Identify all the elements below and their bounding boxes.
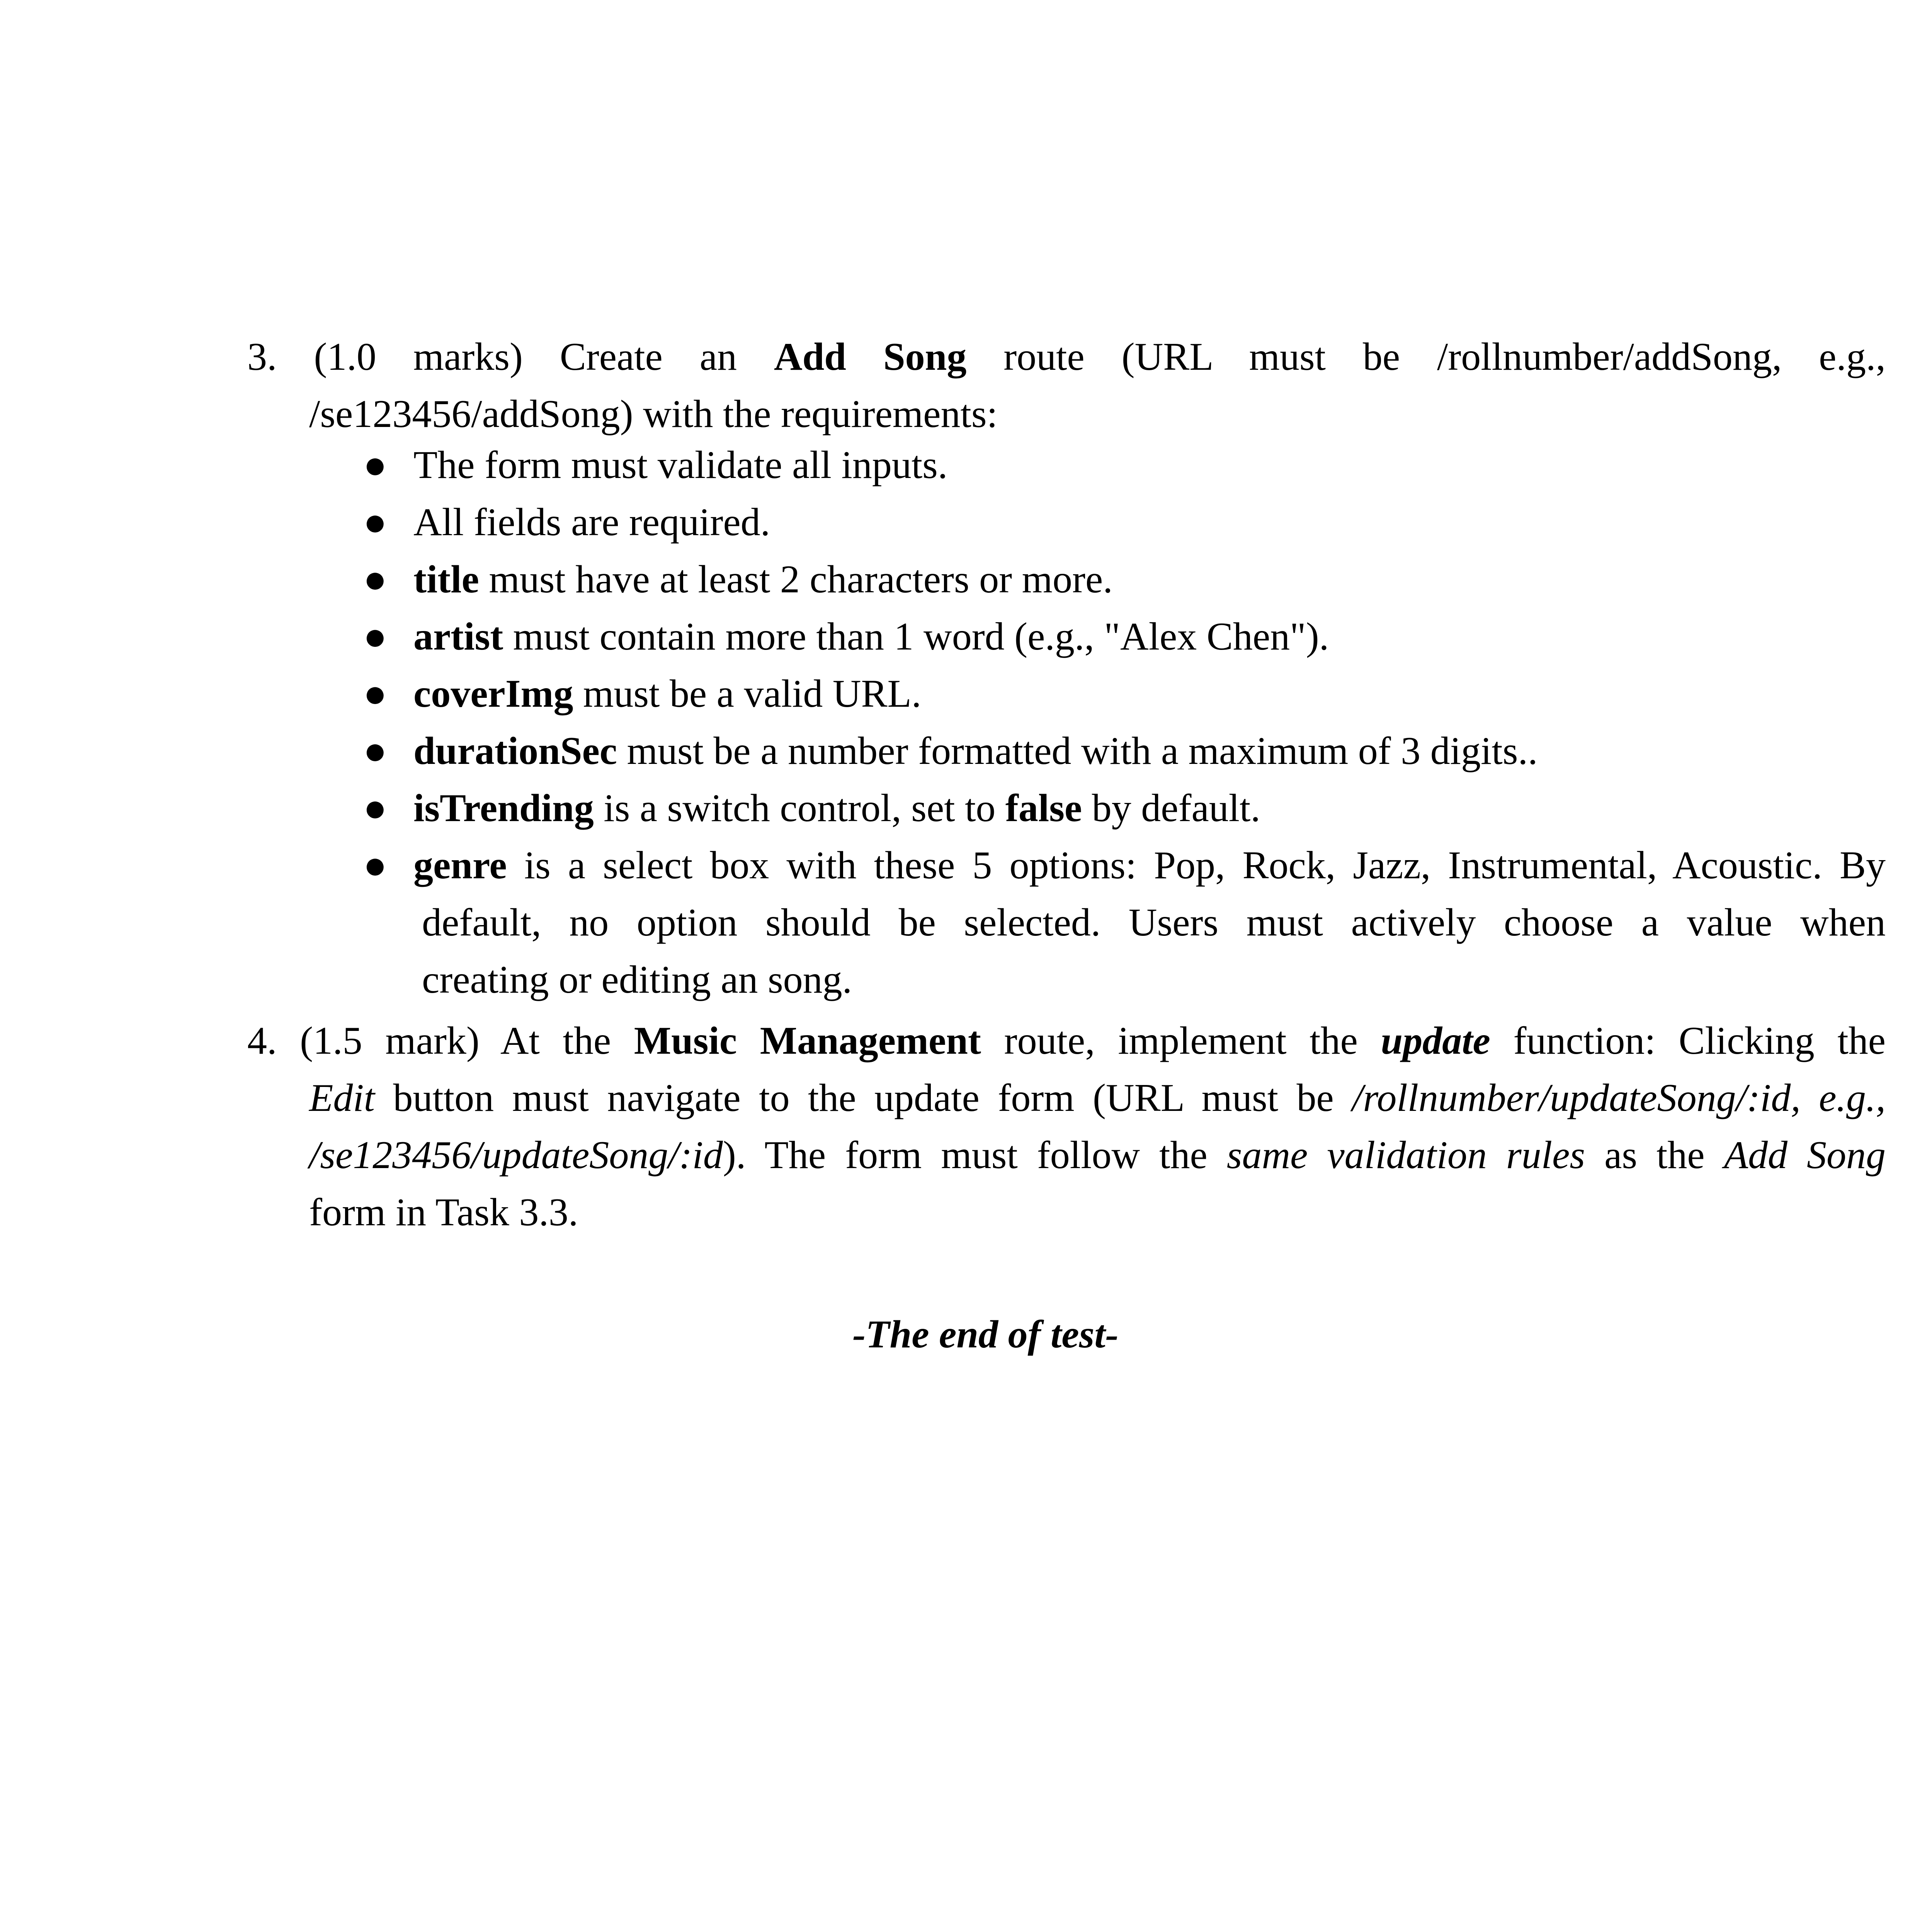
bullet-icon: ● [363,672,387,716]
task-4-line-4: form in Task 3.3. [309,1190,578,1234]
task-4 [247,1012,1886,1241]
bullet-icon: ● [363,786,387,830]
task-3-route-text: route (URL must be /rollnumber/addSong, e.g., [1003,335,1886,379]
list-item: ● artist must contain more than 1 word (e.g., "Alex Chen"). [363,608,1886,665]
bullet-icon: ● [363,500,387,544]
field-name-genre: genre [413,844,507,887]
task-4-number: 4. [247,1019,277,1063]
validation-rules-label: same validation rules [1226,1133,1585,1177]
update-function-name: update [1381,1019,1490,1063]
field-name-istrending: isTrending [413,786,594,830]
task-4-line-3: /se123456/updateSong/:id). The form must follow the same validation rules as the Add Song [309,1133,1886,1177]
field-name-durationsec: durationSec [413,729,617,773]
task-4-line-2: Edit button must navigate to the update form (URL must be /rollnumber/updateSong/:id, e.g., [309,1076,1886,1120]
task-4-route-name: Music Management [634,1019,981,1063]
task-3-route-name: Add Song [774,335,967,379]
task-3-line-2 [247,386,1886,443]
list-item: ● coverImg must be a valid URL. [363,665,1886,723]
end-of-test-note: -The end of test- [852,1313,1119,1356]
list-item: ● The form must validate all inputs. [363,437,1886,494]
list-item: ● All fields are required. [363,494,1886,551]
field-name-title: title [413,558,479,601]
task-3 [247,328,1886,443]
task-3-number: 3. [247,335,277,379]
task-3-marks: (1.0 marks) Create an [314,335,737,379]
field-name-artist: artist [413,615,503,658]
requirements-list [363,437,1886,1009]
bullet-icon: ● [363,443,387,487]
edit-label: Edit [309,1076,375,1120]
list-item: ● genre is a select box with these 5 options: Pop, Rock, Jazz, Instrumental, Acoustic. By default, no option should be selected. Users must actively choose a value when creating or editing an song. [363,837,1886,1009]
bullet-icon: ● [363,729,387,773]
list-item: ● isTrending is a switch control, set to false by default. [363,780,1886,837]
task-3-line-1 [247,328,1886,386]
bullet-icon: ● [363,615,387,658]
default-value-false: false [1005,786,1082,830]
bullet-icon: ● [363,844,387,887]
list-item: ● durationSec must be a number formatted with a maximum of 3 digits.. [363,723,1886,780]
bullet-icon: ● [363,558,387,601]
update-url-example: /se123456/updateSong/:id [309,1133,723,1177]
list-item: ● title must have at least 2 characters or more. [363,551,1886,608]
add-song-form-label: Add Song [1724,1133,1886,1177]
task-3-route-example: /se123456/addSong) with the requirements: [309,392,998,436]
task-4-line-1: 4. (1.5 mark) At the Music Management route, implement the update function: Clicking the [247,1019,1886,1063]
update-url-pattern: /rollnumber/updateSong/:id, e.g., [1352,1076,1886,1120]
field-name-coverimg: coverImg [413,672,573,716]
